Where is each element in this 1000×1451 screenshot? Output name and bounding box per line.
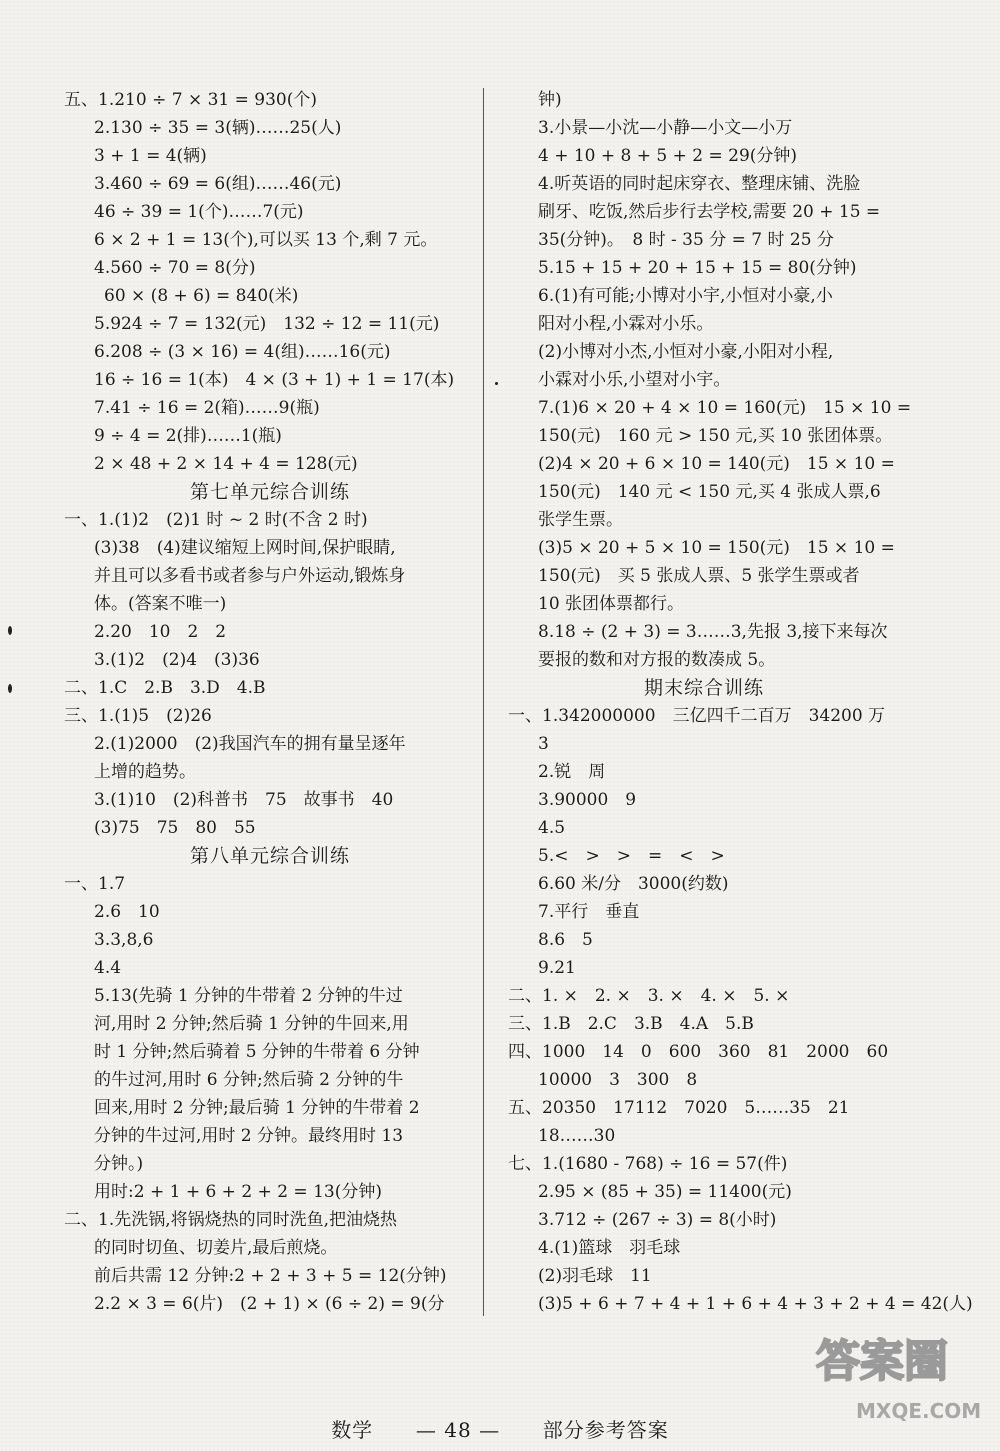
answer-line: 9 ÷ 4 = 2(排)……1(瓶) — [94, 426, 282, 446]
answer-line: (2)小博对小杰,小恒对小豪,小阳对小程, — [538, 342, 834, 362]
answer-line: 4.5 — [538, 818, 566, 838]
answer-line: 刷牙、吃饭,然后步行去学校,需要 20 + 15 = — [538, 202, 881, 222]
answer-line: 一、1.7 — [64, 874, 126, 894]
answer-line: 的同时切鱼、切姜片,最后煎烧。 — [94, 1238, 338, 1258]
answer-line: 60 × (8 + 6) = 840(米) — [104, 286, 299, 306]
answer-line: 3.小景—小沈—小静—小文—小万 — [538, 118, 793, 138]
answer-line: 3 + 1 = 4(辆) — [94, 146, 207, 166]
answer-line: 3 — [538, 734, 549, 754]
answer-line: 的牛过河,用时 6 分钟;然后骑 2 分钟的牛 — [94, 1070, 404, 1090]
answer-line: 并且可以多看书或者参与户外运动,锻炼身 — [94, 566, 406, 586]
left-column — [64, 86, 476, 1318]
answer-line: 46 ÷ 39 = 1(个)……7(元) — [94, 202, 304, 222]
answer-line: 8.6 5 — [538, 930, 593, 950]
answer-line: 150(元) 140 元 < 150 元,买 4 张成人票,6 — [538, 482, 881, 502]
section-heading: 第八单元综合训练 — [189, 845, 350, 867]
section-heading: 期末综合训练 — [643, 677, 764, 699]
answer-line: 五、1.210 ÷ 7 × 31 = 930(个) — [64, 90, 317, 110]
answer-line: (3)38 (4)建议缩短上网时间,保护眼睛, — [94, 538, 396, 558]
right-column — [508, 86, 973, 1318]
answer-line: 4.4 — [94, 958, 122, 978]
answer-line: 10 张团体票都行。 — [538, 594, 685, 614]
answer-line: 分钟的牛过河,用时 2 分钟。最终用时 13 — [94, 1126, 404, 1146]
footer-page-number: — 48 — — [415, 1418, 501, 1442]
answer-line: 6.60 米/分 3000(约数) — [538, 874, 729, 894]
answer-line: 150(元) 160 元 > 150 元,买 10 张团体票。 — [538, 426, 893, 446]
answer-line: 18……30 — [538, 1126, 616, 1146]
answer-line: 张学生票。 — [538, 510, 623, 530]
answer-line: 5.13(先骑 1 分钟的牛带着 2 分钟的牛过 — [94, 986, 403, 1006]
answer-line: 二、1. × 2. × 3. × 4. × 5. × — [508, 986, 790, 1006]
answer-line: 4.听英语的同时起床穿衣、整理床铺、洗脸 — [538, 174, 861, 194]
answer-line: (3)5 + 6 + 7 + 4 + 1 + 6 + 4 + 3 + 2 + 4 = 42(人) — [538, 1294, 973, 1314]
answer-line: 7.(1)6 × 20 + 4 × 10 = 160(元) 15 × 10 = — [538, 398, 912, 418]
answer-line: (2)4 × 20 + 6 × 10 = 140(元) 15 × 10 = — [538, 454, 895, 474]
answer-line: 七、1.(1680 - 768) ÷ 16 = 57(件) — [508, 1154, 788, 1174]
answer-line: 10000 3 300 8 — [538, 1070, 698, 1090]
answer-line: 2.130 ÷ 35 = 3(辆)……25(人) — [94, 118, 342, 138]
answer-line: 三、1.B 2.C 3.B 4.A 5.B — [508, 1014, 754, 1034]
answer-line: 前后共需 12 分钟:2 + 2 + 3 + 5 = 12(分钟) — [94, 1266, 447, 1286]
answer-line: (2)羽毛球 11 — [538, 1266, 652, 1286]
answer-line: 时 1 分钟;然后骑着 5 分钟的牛带着 6 分钟 — [94, 1042, 420, 1062]
answer-line: 8.18 ÷ (2 + 3) = 3……3,先报 3,接下来每次 — [538, 622, 888, 642]
answer-line: 4.560 ÷ 70 = 8(分) — [94, 258, 256, 278]
answer-line: 2.2 × 3 = 6(片) (2 + 1) × (6 ÷ 2) = 9(分 — [94, 1294, 445, 1314]
answer-line: 三、1.(1)5 (2)26 — [64, 706, 212, 726]
answer-line: 4.(1)篮球 羽毛球 — [538, 1238, 681, 1258]
answer-line: 3.3,8,6 — [94, 930, 154, 950]
answer-line: 35(分钟)。 8 时 - 35 分 = 7 时 25 分 — [538, 230, 834, 250]
answer-line: 分钟。) — [94, 1154, 144, 1174]
answer-line: 阳对小程,小霖对小乐。 — [538, 314, 714, 334]
answer-line: (3)75 75 80 55 — [94, 818, 256, 838]
section-heading: 第七单元综合训练 — [189, 481, 350, 503]
answer-line: 要报的数和对方报的数凑成 5。 — [538, 650, 776, 670]
watermark-logo — [808, 1322, 984, 1434]
answer-line: 一、1.(1)2 (2)1 时 ~ 2 时(不含 2 时) — [64, 510, 368, 530]
answer-line: 6.208 ÷ (3 × 16) = 4(组)……16(元) — [94, 342, 391, 362]
answer-line: 9.21 — [538, 958, 576, 978]
watermark-sub-text: MXQE.COM — [856, 1399, 982, 1423]
answer-line: 2.锐 周 — [538, 762, 606, 782]
answer-line: 3.90000 9 — [538, 790, 637, 810]
answer-line: 5.924 ÷ 7 = 132(元) 132 ÷ 12 = 11(元) — [94, 314, 440, 334]
answer-line: 钟) — [538, 90, 562, 110]
answer-line: 四、1000 14 0 600 360 81 2000 60 — [508, 1042, 889, 1062]
answer-line: 2.20 10 2 2 — [94, 622, 227, 642]
answer-line: 2.6 10 — [94, 902, 160, 922]
answer-line: 二、1.先洗锅,将锅烧热的同时洗鱼,把油烧热 — [64, 1210, 398, 1230]
footer-section: 部分参考答案 — [542, 1418, 669, 1442]
answer-line: 3.(1)10 (2)科普书 75 故事书 40 — [94, 790, 394, 810]
answer-line: 体。(答案不唯一) — [94, 594, 227, 614]
answer-line: 150(元) 买 5 张成人票、5 张学生票或者 — [538, 566, 860, 586]
answer-line: 小霖对小乐,小望对小宇。 — [538, 370, 731, 390]
watermark-main-text: 答案圈 — [816, 1336, 948, 1387]
answer-line: 7.平行 垂直 — [538, 902, 640, 922]
answer-line: 6 × 2 + 1 = 13(个),可以买 13 个,剩 7 元。 — [94, 230, 438, 250]
answer-line: 河,用时 2 分钟;然后骑 1 分钟的牛回来,用 — [94, 1014, 409, 1034]
answer-line: 3.(1)2 (2)4 (3)36 — [94, 650, 260, 670]
footer-subject: 数学 — [331, 1418, 374, 1442]
answer-line: 2.(1)2000 (2)我国汽车的拥有量呈逐年 — [94, 734, 406, 754]
answer-line: 5.15 + 15 + 20 + 15 + 15 = 80(分钟) — [538, 258, 857, 278]
answer-line: 五、20350 17112 7020 5……35 21 — [508, 1098, 850, 1118]
answer-line: 上增的趋势。 — [94, 762, 196, 782]
scan-speck — [495, 382, 498, 385]
answer-line: 5.< > > = < > — [538, 846, 725, 866]
scan-speck — [8, 684, 12, 693]
answer-line: 16 ÷ 16 = 1(本) 4 × (3 + 1) + 1 = 17(本) — [94, 370, 455, 390]
scan-speck — [8, 626, 12, 635]
column-divider — [483, 88, 484, 1316]
answer-line: (3)5 × 20 + 5 × 10 = 150(元) 15 × 10 = — [538, 538, 895, 558]
answer-line: 3.712 ÷ (267 ÷ 3) = 8(小时) — [538, 1210, 777, 1230]
answer-line: 2.95 × (85 + 35) = 11400(元) — [538, 1182, 792, 1202]
answer-line: 7.41 ÷ 16 = 2(箱)……9(瓶) — [94, 398, 320, 418]
answer-line: 回来,用时 2 分钟;最后骑 1 分钟的牛带着 2 — [94, 1098, 420, 1118]
answer-line: 一、1.342000000 三亿四千二百万 34200 万 — [508, 706, 886, 726]
answer-line: 二、1.C 2.B 3.D 4.B — [64, 678, 266, 698]
answer-line: 3.460 ÷ 69 = 6(组)……46(元) — [94, 174, 342, 194]
answer-line: 6.(1)有可能;小博对小宇,小恒对小豪,小 — [538, 286, 833, 306]
answer-line: 4 + 10 + 8 + 5 + 2 = 29(分钟) — [538, 146, 798, 166]
answer-line: 用时:2 + 1 + 6 + 2 + 2 = 13(分钟) — [94, 1182, 382, 1202]
answer-line: 2 × 48 + 2 × 14 + 4 = 128(元) — [94, 454, 358, 474]
